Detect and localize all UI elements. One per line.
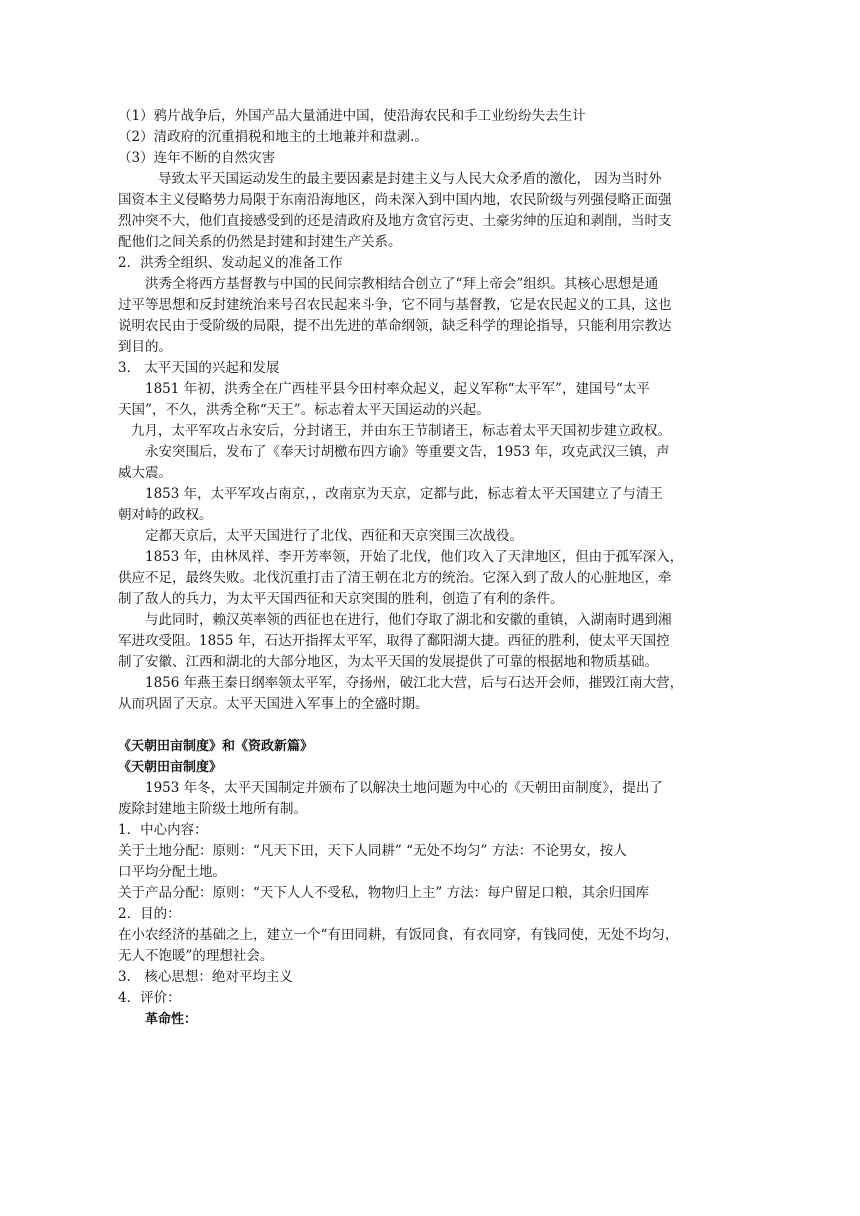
land-distribution-line: 关于土地分配：原则：“凡天下田，天下人同耕” “无处不均匀” 方法：不论男女，按人: [118, 843, 627, 859]
section-3-paragraph-line: 定都天京后，太平天国进行了北伐、西征和天京突围三次战役。: [145, 528, 523, 544]
section-2-title: 2．洪秀全组织、发动起义的准备工作: [118, 255, 343, 271]
goal-line: 无人不饱暖”的理想社会。: [118, 948, 274, 964]
section-2-paragraph-line: 过平等思想和反封建统治来号召农民起来斗争，它不同与基督教，它是农民起义的工具，这也: [118, 297, 672, 313]
cause-paragraph-line: 配他们之间关系的仍然是封建和封建生产关系。: [118, 234, 402, 250]
heading-sub: 《天朝田亩制度》: [118, 760, 223, 775]
section-2-paragraph-line: 洪秀全将西方基督教与中国的民间宗教相结合创立了“拜上帝会”组织。其核心思想是通: [145, 276, 659, 292]
section-3-paragraph-line: 朝对峙的政权。: [118, 507, 213, 523]
cause-item: （1）鸦片战争后，外国产品大量涌进中国，使沿海农民和手工业纷纷失去生计: [118, 108, 586, 124]
goal-line: 在小农经济的基础之上，建立一个“有田同耕，有饭同食，有衣同穿，有钱同使，无处不均匀，: [118, 927, 679, 943]
section-2-paragraph-line: 说明农民由于受阶级的局限，提不出先进的革命纲领，缺乏科学的理论指导，只能利用宗教达: [118, 318, 672, 334]
tianchao-point-4: 4．评价：: [118, 990, 181, 1006]
tianchao-point-1: 1．中心内容：: [118, 822, 208, 838]
revolutionary-label: 革命性：: [145, 1012, 198, 1027]
section-3-paragraph-line: 1853 年，由林凤祥、李开芳率领，开始了北伐，他们攻入了天津地区，但由于孤军深入，: [145, 549, 684, 565]
heading-main: 《天朝田亩制度》和《资政新篇》: [118, 739, 314, 754]
tianchao-point-3: 3． 核心思想：绝对平均主义: [118, 969, 293, 985]
section-3-paragraph-line: 制了安徽、江西和湖北的大部分地区，为太平天国的发展提供了可靠的根据地和物质基础。: [118, 654, 658, 670]
tianchao-paragraph-line: 废除封建地主阶级土地所有制。: [118, 801, 307, 817]
cause-item: （3）连年不断的自然灾害: [118, 150, 276, 166]
section-3-paragraph-line: 1856 年燕王秦日纲率领太平军，夺扬州，破江北大营，后与石达开会师，摧毁江南大营，: [145, 675, 684, 691]
cause-paragraph-line: 导致太平天国运动发生的最主要因素是封建主义与人民大众矛盾的激化， 因为当时外: [158, 171, 662, 187]
section-3-paragraph-line: 1851 年初，洪秀全在广西桂平县今田村率众起义，起义军称“太平军”，建国号“太平: [145, 381, 650, 397]
section-3-paragraph-line: 天国”，不久，洪秀全称“天王”。标志着太平天国运动的兴起。: [118, 402, 490, 418]
document-page: [118, 106, 748, 1030]
spacer: [118, 715, 748, 736]
section-3-paragraph-line: 制了敌人的兵力，为太平天国西征和天京突围的胜利，创造了有利的条件。: [118, 591, 564, 607]
section-3-paragraph-line: 1853 年，太平军攻占南京，，改南京为天京，定都与此，标志着太平天国建立了与清王: [145, 486, 663, 502]
product-distribution-line: 关于产品分配：原则：“天下人人不受私，物物归上主” 方法：每户留足口粮，其余归国库: [118, 885, 650, 901]
section-3-paragraph-line: 威大震。: [118, 465, 172, 481]
land-distribution-line: 口平均分配土地。: [118, 864, 226, 880]
section-3-paragraph-line: 军进攻受阻。1855 年，石达开指挥太平军，取得了鄱阳湖大捷。西征的胜利，使太平天国控: [118, 633, 670, 649]
cause-item: （2）清政府的沉重捐税和地主的土地兼并和盘剥.。: [118, 129, 428, 145]
section-3-paragraph-line: 永安突围后，发布了《奉天讨胡檄布四方谕》等重要文告，1953 年，攻克武汉三镇，声: [145, 444, 670, 460]
section-3-title: 3． 太平天国的兴起和发展: [118, 360, 280, 376]
cause-paragraph-line: 烈冲突不大，他们直接感受到的还是清政府及地方贪官污吏、土豪劣绅的压迫和剥削，当时支: [118, 213, 672, 229]
tianchao-paragraph-line: 1953 年冬，太平天国制定并颁布了以解决土地问题为中心的《天朝田亩制度》，提出了: [145, 780, 663, 796]
tianchao-point-2: 2．目的：: [118, 906, 181, 922]
section-3-paragraph-line: 从而巩固了天京。太平天国进入军事上的全盛时期。: [118, 696, 429, 712]
section-3-paragraph-line: 与此同时，赖汉英率领的西征也在进行，他们夺取了湖北和安徽的重镇，入湖南时遇到湘: [145, 612, 672, 628]
section-2-paragraph-line: 到目的。: [118, 339, 172, 355]
section-3-paragraph-line: 供应不足，最终失败。北伐沉重打击了清王朝在北方的统治。它深入到了敌人的心脏地区，牵: [118, 570, 672, 586]
section-3-paragraph-line: 九月，太平军攻占永安后，分封诸王，并由东王节制诸王，标志着太平天国初步建立政权。: [131, 423, 671, 439]
cause-paragraph-line: 国资本主义侵略势力局限于东南沿海地区，尚未深入到中国内地，农民阶级与列强侵略正面强: [118, 192, 672, 208]
